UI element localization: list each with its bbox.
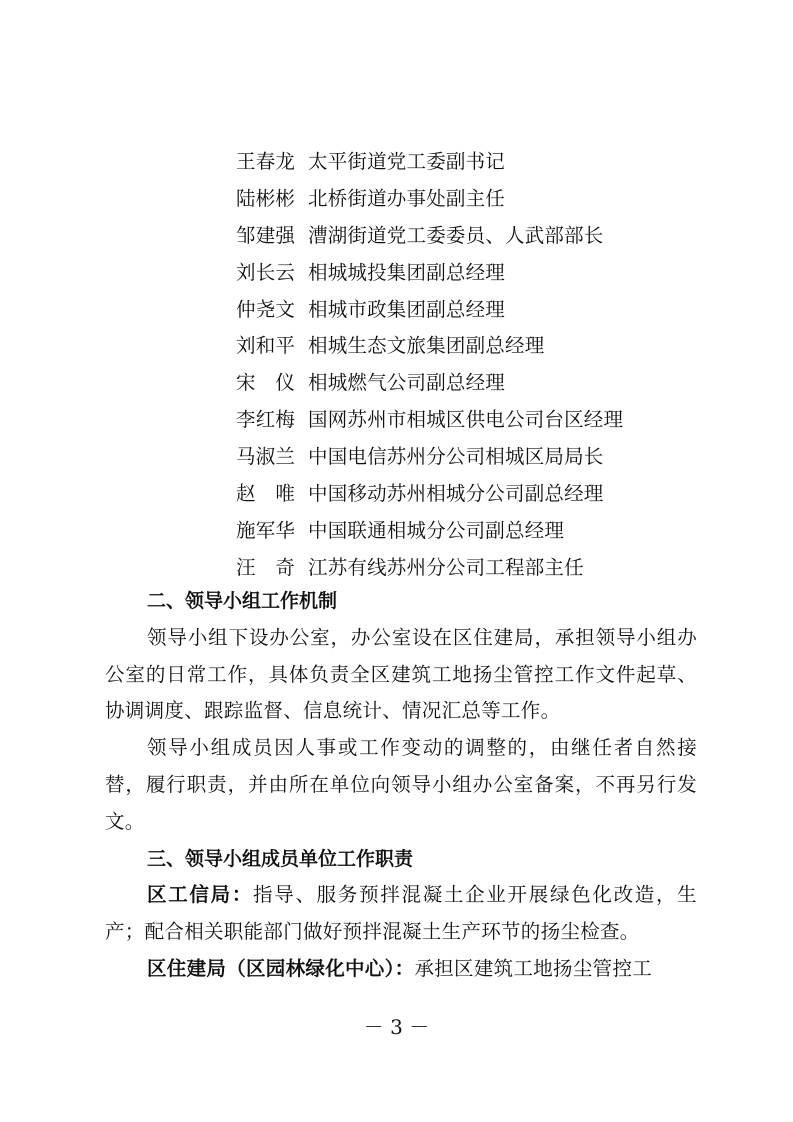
member-row: [236, 439, 716, 476]
duty-text: 承担区建筑工地扬尘管控工: [414, 956, 653, 980]
member-row: [236, 292, 716, 329]
member-name: 仲尧文: [236, 297, 296, 321]
member-role: 中国电信苏州分公司相城区局局长: [308, 445, 604, 469]
duty-lead: 区工信局：: [147, 883, 254, 907]
duty-paragraph: [105, 951, 697, 988]
member-name: 刘和平: [236, 334, 296, 358]
member-role: 江苏有线苏州分公司工程部主任: [308, 555, 584, 579]
member-row: [236, 144, 716, 181]
member-name: 汪 奇: [236, 555, 296, 579]
member-row: [236, 550, 716, 587]
member-row: [236, 218, 716, 255]
member-name: 赵 唯: [236, 482, 296, 506]
member-name: 李红梅: [236, 408, 296, 432]
member-name: 马淑兰: [236, 445, 296, 469]
document-body: [105, 583, 697, 988]
member-row: [236, 476, 716, 513]
member-role: 相城市政集团副总经理: [308, 297, 506, 321]
duty-lead: 区住建局（区园林绿化中心）：: [147, 956, 415, 980]
member-row: [236, 365, 716, 402]
member-name: 刘长云: [236, 260, 296, 284]
member-list: [236, 144, 716, 587]
member-row: [236, 402, 716, 439]
member-role: 北桥街道办事处副主任: [308, 186, 506, 210]
member-row: [236, 328, 716, 365]
member-role: 中国移动苏州相城分公司副总经理: [308, 482, 604, 506]
member-name: 施军华: [236, 518, 296, 542]
member-row: [236, 513, 716, 550]
member-role: 中国联通相城分公司副总经理: [308, 518, 565, 542]
member-role: 相城城投集团副总经理: [308, 260, 506, 284]
member-name: 王春龙: [236, 150, 296, 173]
member-role: 太平街道党工委副书记: [308, 150, 506, 173]
member-name: 邹建强: [236, 223, 296, 247]
member-role: 相城生态文旅集团副总经理: [308, 334, 545, 358]
member-role: 相城燃气公司副总经理: [308, 371, 506, 395]
member-role: 国网苏州市相城区供电公司台区经理: [308, 408, 624, 432]
duty-paragraph: [105, 877, 697, 951]
duty-text: 指导、服务预拌混凝土企业开展绿色化改造，生产；配合相关职能部门做好预拌混凝土生产环节的扬尘检查。: [105, 883, 697, 944]
member-row: [236, 181, 716, 218]
paragraph: 领导小组下设办公室，办公室设在区住建局，承担领导小组办公室的日常工作，具体负责全区建筑工地扬尘管控工作文件起草、协调调度、跟踪监督、信息统计、情况汇总等工作。: [105, 625, 697, 723]
paragraph: 领导小组成员因人事或工作变动的调整的，由继任者自然接替，履行职责，并由所在单位向领导小组办公室备案，不再另行发文。: [105, 736, 697, 833]
section-heading: 二、领导小组工作机制: [147, 590, 338, 612]
member-name: 陆彬彬: [236, 186, 296, 210]
page-number: － 3 －: [363, 1015, 430, 1039]
member-role: 漕湖街道党工委委员、人武部部长: [308, 223, 604, 247]
member-name: 宋 仪: [236, 371, 296, 395]
member-row: [236, 255, 716, 292]
section-heading: 三、领导小组成员单位工作职责: [147, 847, 414, 870]
